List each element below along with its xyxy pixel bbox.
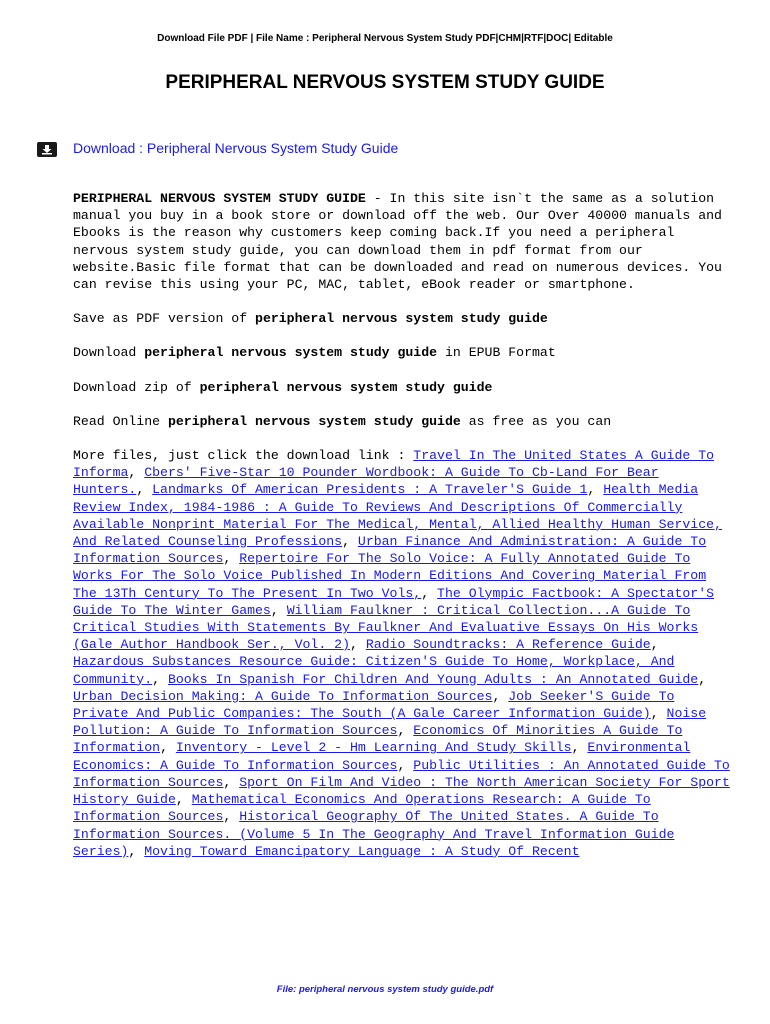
line-bold: peripheral nervous system study guide (199, 379, 493, 395)
line-text: as free as you can (460, 413, 612, 429)
related-file-link[interactable]: Radio Soundtracks: A Reference Guide (365, 637, 651, 653)
related-file-link[interactable]: William Faulkner : Critical Collection...A Guide To Critical Studies With Statements By Faulkner And Evaluative Essays On His Works (Gale Author Handbook Ser., Vol. 2) (73, 602, 699, 653)
link-separator: , (152, 671, 168, 687)
line-text: Download zip of (73, 379, 200, 395)
zip-line (73, 379, 733, 396)
link-separator: , (397, 757, 414, 773)
footer-filename: File: peripheral nervous system study guide.pdf (276, 984, 494, 995)
related-file-link[interactable]: Travel In The United States A Guide To Informa (73, 448, 715, 481)
link-separator: , (492, 688, 509, 704)
line-text: Download (73, 345, 145, 361)
download-icon[interactable] (37, 142, 57, 157)
related-file-link[interactable]: Urban Finance And Administration: A Guide To Information Sources (73, 534, 707, 567)
read-online-line (73, 413, 733, 430)
link-separator: , (223, 551, 240, 567)
download-row[interactable] (37, 137, 398, 159)
related-file-link[interactable]: Cbers' Five-Star 10 Pounder Wordbook: A Guide To Cb-Land For Bear Hunters. (73, 465, 659, 498)
link-separator: , (571, 740, 588, 756)
link-separator: , (349, 637, 366, 653)
document-body (73, 190, 733, 877)
epub-line (73, 344, 733, 361)
save-pdf-line (73, 310, 733, 327)
related-file-link[interactable]: Health Media Review Index, 1984-1986 : A Guide To Reviews And Descriptions Of Commercially Available Nonprint Material For The Medical, Mental, Allied Healthy Human Service, And Related Counseling Professions (73, 482, 722, 550)
intro-paragraph (73, 190, 733, 293)
line-bold: peripheral nervous system study guide (144, 345, 438, 361)
link-separator: , (650, 706, 667, 722)
related-file-link[interactable]: Public Utilities : An Annotated Guide To Information Sources (73, 757, 730, 790)
line-text: in EPUB Format (437, 345, 556, 361)
related-file-link[interactable]: Environmental Economics: A Guide To Information Sources (73, 740, 691, 773)
more-files-prefix: More files, just click the download link : (73, 448, 414, 464)
related-file-link[interactable]: Inventory - Level 2 - Hm Learning And Study Skills (175, 740, 572, 756)
link-separator: , (128, 843, 145, 859)
related-file-link[interactable]: Sport On Film And Video : The North American Society For Sport History Guide (73, 774, 730, 808)
line-bold: peripheral nervous system study guide (167, 413, 461, 429)
related-file-link[interactable]: Moving Toward Emancipatory Language : A Study Of Recent (144, 843, 580, 859)
link-separator: , (587, 482, 604, 498)
link-separator: , (223, 809, 240, 825)
link-separator: , (421, 585, 438, 601)
download-link[interactable]: Download : Peripheral Nervous System Study Guide (73, 140, 399, 156)
related-file-link[interactable]: Landmarks Of American Presidents : A Traveler'S Guide 1 (152, 482, 588, 498)
file-header: Download File PDF | File Name : Peripheral Nervous System Study PDF|CHM|RTF|DOC| Editable (157, 33, 613, 44)
related-file-link[interactable]: Urban Decision Making: A Guide To Information Sources (73, 688, 493, 704)
line-text: Save as PDF version of (73, 311, 256, 327)
link-separator: , (160, 740, 176, 756)
link-separator: , (342, 534, 358, 550)
link-separator: , (397, 723, 414, 739)
related-file-link[interactable]: Mathematical Economics And Operations Research: A Guide To Information Sources (73, 792, 651, 825)
related-file-link[interactable]: The Olympic Factbook: A Spectator'S Guide To The Winter Games (73, 585, 715, 618)
related-file-link[interactable]: Noise Pollution: A Guide To Information Sources (73, 706, 707, 739)
related-file-link[interactable]: Economics Of Minorities A Guide To Information (73, 723, 683, 756)
link-separator: , (136, 482, 153, 498)
related-file-link[interactable]: Books In Spanish For Children And Young Adults : An Annotated Guide (167, 671, 699, 687)
page-title: PERIPHERAL NERVOUS SYSTEM STUDY GUIDE (165, 72, 605, 93)
line-bold: peripheral nervous system study guide (255, 311, 548, 327)
link-separator: , (270, 602, 287, 618)
related-file-link[interactable]: Historical Geography Of The United States. A Guide To Information Sources. (Volume 5 In The Geography And Travel Information Guide Series) (73, 809, 675, 859)
link-separator: , (223, 774, 240, 790)
related-file-link[interactable]: Job Seeker'S Guide To Private And Public Companies: The South (A Gale Career Information Guide) (73, 688, 675, 722)
related-file-link[interactable]: Repertoire For The Solo Voice: A Fully Annotated Guide To Works For The Solo Voice Published In Modern Editions And Covering Material From The 13Th Century To The Present In Two Vols, (73, 551, 707, 601)
link-separator: , (175, 792, 192, 808)
link-separator: , (650, 637, 659, 653)
link-separator: , (698, 671, 707, 687)
more-files-paragraph (73, 447, 733, 860)
line-text: Read Online (73, 413, 168, 429)
link-separator: , (128, 465, 145, 481)
related-file-link[interactable]: Hazardous Substances Resource Guide: Citizen'S Guide To Home, Workplace, And Community. (73, 654, 675, 687)
intro-bold: PERIPHERAL NERVOUS SYSTEM STUDY GUIDE (73, 191, 366, 206)
intro-text: - In this site isn`t the same as a solution manual you buy in a book store or download off the web. Our Over 40000 manuals and Ebooks is the reason why customers keep coming back.If you need a peripheral nervous system study guide, you can download them in pdf format from our website.Basic file format that can be downloaded and read on numerous devices. You can revise this using your PC, MAC, tablet, eBook reader or smartphone. (73, 191, 722, 293)
